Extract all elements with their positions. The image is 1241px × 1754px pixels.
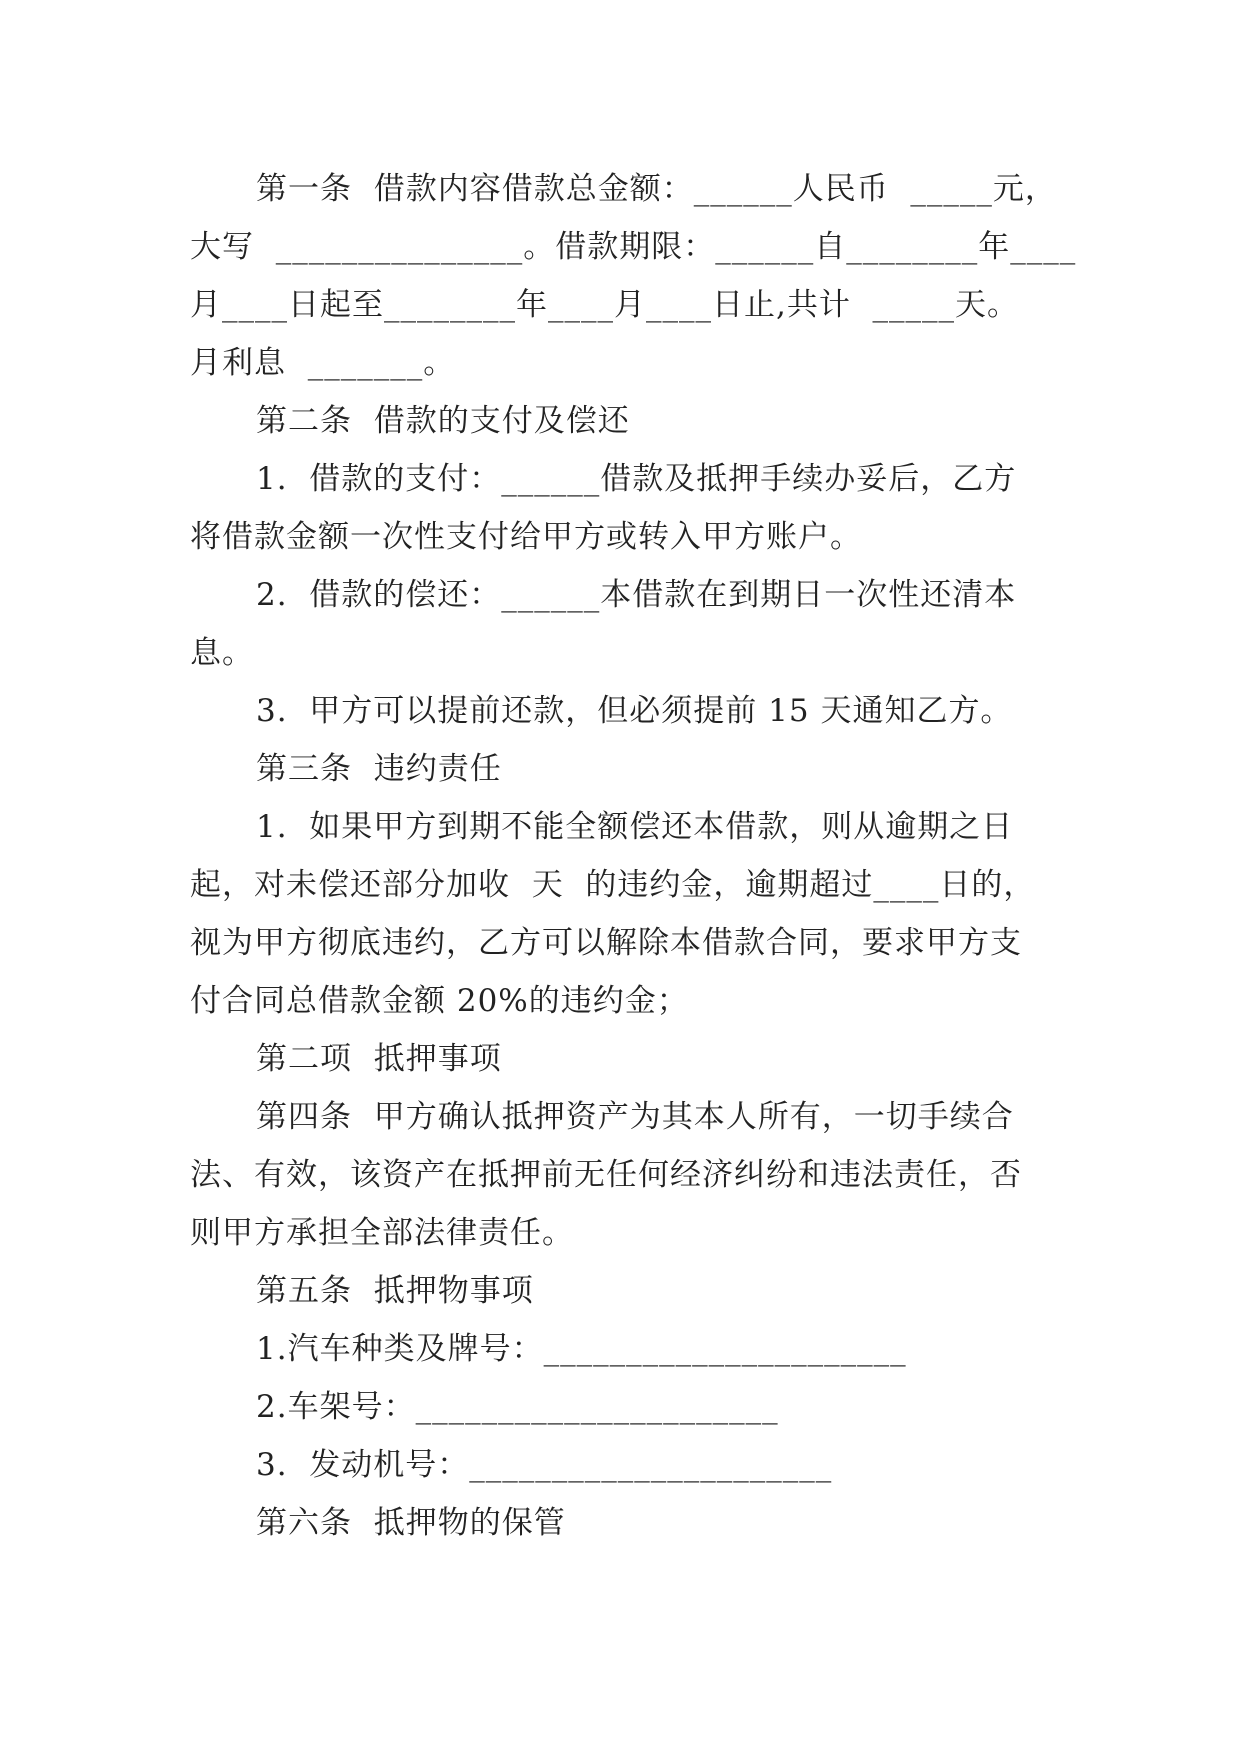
text-line: 付合同总借款金额 20%的违约金；	[190, 983, 689, 1019]
text-line: 将借款金额一次性支付给甲方或转入甲方账户。	[190, 519, 862, 555]
text-line: 起，对未偿还部分加收 天 的违约金，逾期超过____日的，	[190, 867, 1036, 903]
clause-2-item-1: 1. 借款的支付：______借款及抵押手续办妥后，乙方	[256, 461, 1017, 497]
section-2-heading: 第二项 抵押事项	[256, 1041, 502, 1077]
text-line: 月利息 _______。	[190, 345, 456, 381]
clause-5-heading: 第五条 抵押物事项	[256, 1273, 534, 1309]
text-line: 视为甲方彻底违约，乙方可以解除本借款合同，要求甲方支	[190, 925, 1022, 961]
clause-6-heading: 第六条 抵押物的保管	[256, 1505, 566, 1541]
clause-3-heading: 第三条 违约责任	[256, 751, 502, 787]
clause-2-item-2: 2. 借款的偿还：______本借款在到期日一次性还清本	[256, 577, 1017, 613]
clause-2-heading: 第二条 借款的支付及偿还	[256, 403, 630, 439]
clause-1-loan-content: 第一条 借款内容借款总金额：______人民币 _____元，	[256, 171, 1057, 207]
document-body	[190, 160, 1077, 1552]
clause-2-item-3: 3. 甲方可以提前还款，但必须提前 15 天通知乙方。	[256, 693, 1013, 729]
clause-5-item-1: 1.汽车种类及牌号：______________________	[256, 1331, 907, 1367]
clause-5-item-3: 3. 发动机号：______________________	[256, 1447, 833, 1483]
text-line: 大写 _______________。借款期限：______自________年____	[190, 229, 1077, 265]
text-line: 息。	[190, 635, 254, 671]
text-line: 月____日起至________年____月____日止,共计 _____天。	[190, 287, 1020, 323]
clause-5-item-2: 2.车架号：______________________	[256, 1389, 779, 1425]
text-line: 则甲方承担全部法律责任。	[190, 1215, 574, 1251]
text-line: 法、有效，该资产在抵押前无任何经济纠纷和违法责任，否	[190, 1157, 1022, 1193]
clause-4-paragraph: 第四条 甲方确认抵押资产为其本人所有，一切手续合	[256, 1099, 1014, 1135]
clause-3-item-1: 1. 如果甲方到期不能全额偿还本借款，则从逾期之日	[256, 809, 1014, 845]
